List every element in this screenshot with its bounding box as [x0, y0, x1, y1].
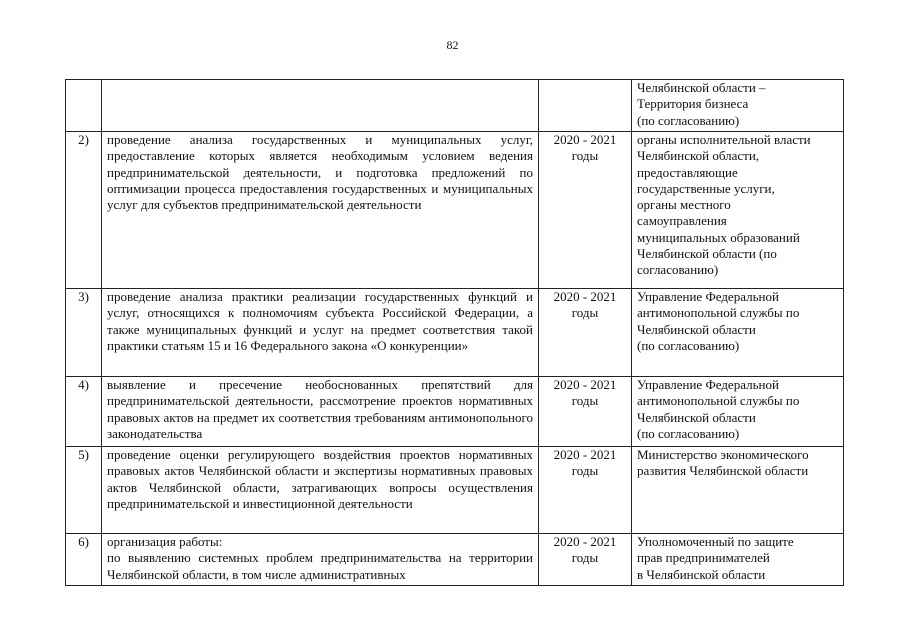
implementation-period: [539, 289, 632, 377]
period-years: 2020 - 2021: [553, 447, 617, 462]
measure-description: [102, 289, 539, 377]
row-number: 3): [66, 289, 102, 377]
table-row: [66, 534, 844, 586]
implementation-period: [539, 534, 632, 586]
executor-line: Управление Федеральной: [637, 377, 779, 392]
row-number: 5): [66, 447, 102, 534]
table-row: [66, 289, 844, 377]
period-years: 2020 - 2021: [553, 132, 617, 147]
table-row: [66, 377, 844, 447]
executor-line: органы исполнительной власти: [637, 132, 811, 147]
period-years: 2020 - 2021: [553, 534, 617, 549]
implementation-period: [539, 80, 632, 132]
implementation-period: [539, 447, 632, 534]
executor-line: Управление Федеральной: [637, 289, 779, 304]
measure-description: [102, 447, 539, 534]
responsible-executor: [632, 289, 844, 377]
measure-description: [102, 377, 539, 447]
period-unit: годы: [571, 305, 599, 321]
implementation-period: [539, 132, 632, 289]
measure-description: [102, 80, 539, 132]
executor-line: развития Челябинской области: [637, 463, 809, 479]
executor-line: государственные услуги,: [637, 180, 775, 196]
executor-line: предоставляющие: [637, 164, 738, 180]
table-row: [66, 447, 844, 534]
table-row: [66, 132, 844, 289]
period-unit: годы: [571, 463, 599, 479]
description-paragraph: выявление и пресечение необоснованных препятствий для предпринимательской деятельности, рассмотрение проектов нормативных правовых актов на предмет их соответствия требованиям антимонопольного законодательства: [107, 377, 533, 441]
period-unit: годы: [571, 550, 599, 566]
executor-line: Челябинской области: [637, 321, 756, 337]
executor-line: (по согласованию): [637, 425, 740, 441]
measure-description: [102, 534, 539, 586]
executor-line: органы местного: [637, 197, 731, 213]
period-years: 2020 - 2021: [553, 289, 617, 304]
executor-line: прав предпринимателей: [637, 550, 770, 566]
responsible-executor: [632, 80, 844, 132]
table-row: [66, 80, 844, 132]
executor-line: Министерство экономического: [637, 447, 809, 462]
executor-line: муниципальных образований: [637, 229, 800, 245]
executor-line: согласованию): [637, 262, 719, 278]
executor-line: Уполномоченный по защите: [637, 534, 794, 549]
executor-line: (по согласованию): [637, 112, 740, 128]
row-number: [66, 80, 102, 132]
row-number: 6): [66, 534, 102, 586]
description-paragraph: проведение анализа практики реализации государственных функций и услуг, относящихся к полномочиям субъекта Российской Федерации, а также муниципальных функций и услуг на предмет соответствия такой практики статьям 15 и 16 Федерального закона «О конкуренции»: [107, 289, 533, 353]
executor-line: Территория бизнеса: [637, 96, 749, 112]
responsible-executor: [632, 534, 844, 586]
executor-line: самоуправления: [637, 213, 727, 229]
measures-table: [65, 79, 844, 586]
responsible-executor: [632, 447, 844, 534]
executor-line: в Челябинской области: [637, 566, 766, 582]
measure-description: [102, 132, 539, 289]
executor-line: (по согласованию): [637, 337, 740, 353]
description-heading: организация работы:: [107, 534, 223, 549]
row-number: 2): [66, 132, 102, 289]
row-number: 4): [66, 377, 102, 447]
description-paragraph: по выявлению системных проблем предпринимательства на территории Челябинской области, в том числе административных: [107, 550, 533, 582]
executor-line: антимонопольной службы по: [637, 393, 800, 409]
description-paragraph: проведение анализа государственных и муниципальных услуг, предоставление которых является необходимым условием ведения предпринимательской деятельности, и подготовка предложений по оптимизации процесса предоставления государственных и муниципальных услуг для субъектов предпринимательской деятельности: [107, 132, 533, 213]
period-unit: годы: [571, 393, 599, 409]
period-unit: годы: [571, 148, 599, 164]
executor-line: антимонопольной службы по: [637, 305, 800, 321]
executor-line: Челябинской области: [637, 409, 756, 425]
executor-line: Челябинской области –: [637, 80, 766, 95]
executor-line: Челябинской области,: [637, 148, 760, 164]
description-paragraph: проведение оценки регулирующего воздействия проектов нормативных правовых актов Челябинской области и экспертизы нормативных правовых актов Челябинской области, затрагивающих вопросы осуществления предпринимательской и инвестиционной деятельности: [107, 447, 533, 511]
responsible-executor: [632, 377, 844, 447]
period-years: 2020 - 2021: [553, 377, 617, 392]
implementation-period: [539, 377, 632, 447]
page-number: 82: [446, 38, 459, 52]
executor-line: Челябинской области (по: [637, 246, 777, 262]
responsible-executor: [632, 132, 844, 289]
